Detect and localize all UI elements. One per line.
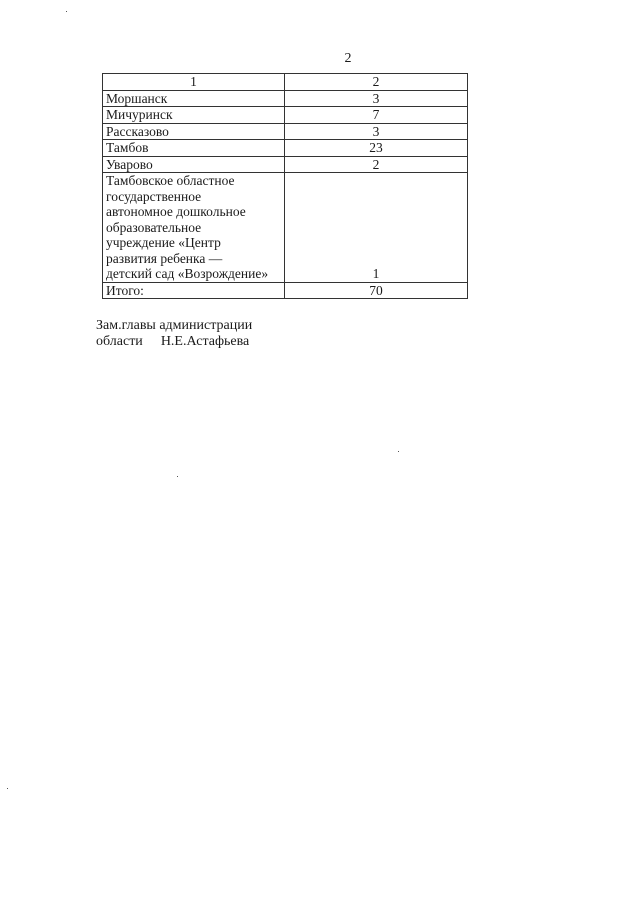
- column-header-1: 1: [103, 74, 285, 91]
- table-row: [103, 107, 468, 124]
- row-name: Тамбов: [103, 140, 285, 157]
- row-value: 7: [285, 107, 468, 124]
- row-name: Рассказово: [103, 123, 285, 140]
- signature-name: Н.Е.Астафьева: [160, 334, 250, 349]
- row-name: Моршанск: [103, 90, 285, 107]
- distribution-table: [102, 73, 468, 299]
- total-value: 70: [285, 282, 468, 299]
- table-row-organization: [103, 173, 468, 283]
- table-row: [103, 123, 468, 140]
- table-row: [103, 156, 468, 173]
- table-row: [103, 90, 468, 107]
- signature-title: Зам.главы администрации: [96, 318, 253, 333]
- scan-speck: [66, 11, 67, 12]
- signature-line: [96, 334, 252, 350]
- table-row-total: [103, 282, 468, 299]
- page-number: 2: [344, 51, 352, 66]
- row-value: 2: [285, 156, 468, 173]
- signature-block: [96, 318, 252, 350]
- scan-speck: [7, 788, 8, 789]
- table-header-row: [103, 74, 468, 91]
- organization-name: Тамбовское областное государственное автономное дошкольное образовательное учреждение «Центр развития ребенка — детский сад «Возрождение»: [103, 173, 285, 283]
- row-name: Мичуринск: [103, 107, 285, 124]
- signature-region: области: [96, 334, 143, 349]
- row-value: 3: [285, 123, 468, 140]
- row-name: Уварово: [103, 156, 285, 173]
- column-header-2: 2: [285, 74, 468, 91]
- scan-speck: [177, 476, 178, 477]
- row-value: 23: [285, 140, 468, 157]
- table-row: [103, 140, 468, 157]
- total-label: Итого:: [103, 282, 285, 299]
- scan-speck: [398, 451, 399, 452]
- row-value: 3: [285, 90, 468, 107]
- organization-value: 1: [285, 173, 468, 283]
